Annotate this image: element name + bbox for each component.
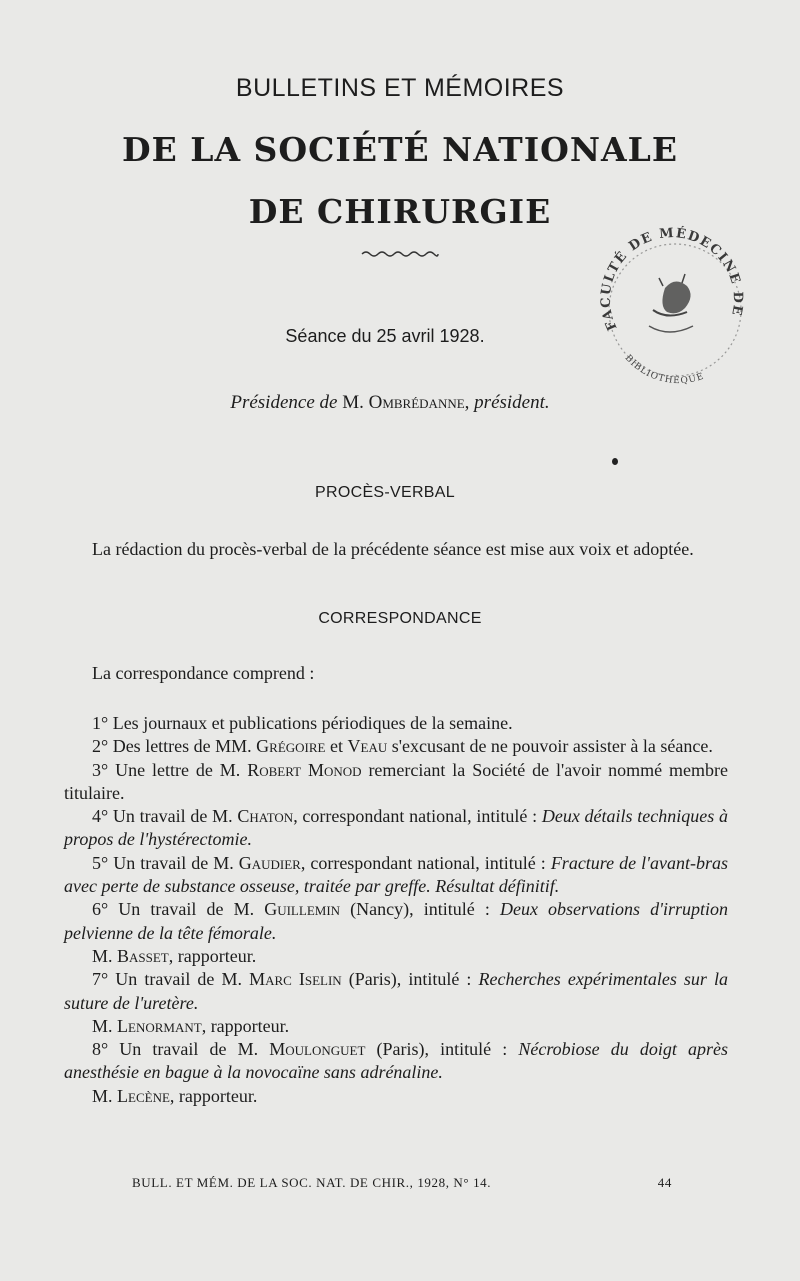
correspondance-item: 2° Des lettres de MM. Grégoire et Veau s'excusant de ne pouvoir assister à la séance.: [92, 736, 713, 757]
correspondance-item: 4° Un travail de M. Chaton, correspondant national, intitulé : Deux détails techniques à propos de l'hystérectomie.: [64, 806, 728, 850]
svg-text:BIBLIOTHÈQUE: BIBLIOTHÈQUE: [622, 353, 706, 387]
correspondance-intro-paragraph: La correspondance comprend :: [92, 663, 315, 683]
svg-text:FACULTÉ DE MÉDECINE DE PARIS: FACULTÉ DE MÉDECINE DE: [598, 225, 745, 333]
wavy-rule-icon: [360, 249, 440, 259]
correspondance-item: 1° Les journaux et publications périodiques de la semaine.: [92, 713, 513, 733]
page-footer: [132, 1175, 672, 1191]
correspondance-item: 7° Un travail de M. Marc Iselin (Paris), intitulé : Recherches expérimentales sur la suture de l'uretère.: [64, 969, 728, 1013]
correspondance-item: 8° Un travail de M. Moulonguet (Paris), intitulé : Nécrobiose du doigt après anesthésie en bague à la novocaïne sans adrénaline.: [64, 1039, 728, 1083]
ink-speck: [612, 458, 618, 465]
journal-title-line1: BULLETINS ET MÉMOIRES: [235, 74, 565, 102]
proces-verbal-text: [64, 538, 728, 561]
correspondance-item: M. Basset, rapporteur.: [92, 945, 257, 966]
president-name: Ombrédanne: [368, 392, 465, 413]
correspondance-item: M. Lenormant, rapporteur.: [92, 1015, 290, 1036]
presidence-prefix: Présidence de: [230, 392, 338, 413]
correspondance-heading: CORRESPONDANCE: [318, 610, 482, 627]
correspondance-item: 3° Une lettre de M. Robert Monod remerciant la Société de l'avoir nommé membre titulaire.: [64, 759, 729, 803]
correspondance-item: 5° Un travail de M. Gaudier, correspondant national, intitulé : Fracture de l'avant-bras avec perte de substance osseuse, traitée par greffe. Résultat définitif.: [64, 852, 728, 897]
presidence-line: Présidence de M. Ombrédanne, président.: [230, 392, 550, 413]
presidence-suffix: président.: [474, 392, 550, 413]
library-stamp: [595, 218, 745, 388]
journal-title-line3: DE CHIRURGIE: [248, 192, 552, 231]
proces-verbal-paragraph: La rédaction du procès-verbal de la précédente séance est mise aux voix et adoptée.: [92, 539, 694, 559]
faculty-seal-icon: [595, 218, 745, 388]
president-title: M.: [342, 392, 364, 413]
page-number: 44: [657, 1175, 672, 1190]
correspondance-item: M. Lecène, rapporteur.: [92, 1085, 258, 1106]
correspondance-intro: [64, 662, 728, 685]
footer-citation: BULL. ET MÉM. DE LA SOC. NAT. DE CHIR., 1928, N° 14.: [132, 1175, 492, 1190]
session-date: Séance du 25 avril 1928.: [285, 326, 485, 346]
journal-title-line2: DE LA SOCIÉTÉ NATIONALE: [121, 130, 678, 169]
correspondance-list: [64, 712, 728, 1108]
proces-verbal-heading: PROCÈS-VERBAL: [315, 484, 455, 501]
correspondance-item: 6° Un travail de M. Guillemin (Nancy), intitulé : Deux observations d'irruption pelvienne de la tête fémorale.: [64, 899, 729, 943]
